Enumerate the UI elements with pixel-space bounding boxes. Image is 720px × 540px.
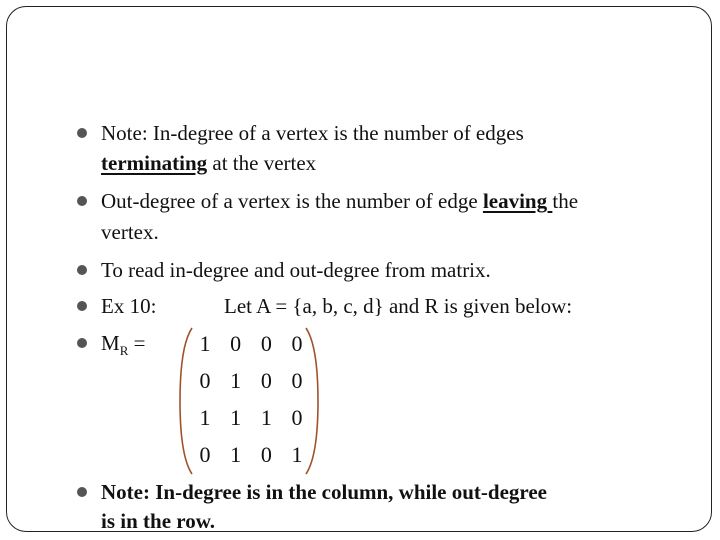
matrix-cell: 0: [291, 331, 303, 356]
matrix-left-bracket: [176, 326, 196, 476]
matrix-cell: 1: [230, 405, 242, 430]
bullet-6-line-2: is in the row.: [101, 509, 215, 533]
underlined-term-terminating: terminating: [101, 151, 208, 175]
matrix-cell: 1: [199, 405, 211, 430]
bullet-dot-3: [77, 265, 87, 275]
matrix-label-sub: R: [119, 343, 129, 358]
bullet-2-pre: Out-degree of a vertex is the number of edge: [101, 189, 483, 213]
bullet-2-post: the: [552, 189, 579, 213]
matrix-cell: 0: [260, 368, 272, 393]
matrix-cell: 0: [260, 442, 272, 467]
matrix-cell: 1: [291, 442, 303, 467]
matrix-cell: 0: [199, 442, 211, 467]
bullet-3-text: To read in-degree and out-degree from matrix.: [101, 258, 491, 282]
bullet-1-line-2-rest: at the vertex: [207, 151, 317, 175]
matrix-cell: 0: [199, 368, 211, 393]
matrix-cell: 0: [291, 405, 303, 430]
matrix-label: [101, 330, 145, 364]
matrix-cell: 1: [199, 331, 211, 356]
bullet-1-line-2: [101, 150, 316, 176]
bullet-4-label: Ex 10:: [101, 294, 157, 318]
bullet-2-line-1: [101, 188, 578, 214]
bullet-1-line-1: Note: In-degree of a vertex is the number of edges: [101, 121, 524, 145]
bullet-dot-2: [77, 196, 87, 206]
matrix-label-eq: =: [128, 331, 146, 355]
bullet-dot-5: [77, 338, 87, 348]
matrix-row-2: [196, 368, 306, 394]
matrix-cell: 0: [291, 368, 303, 393]
bullet-dot-4: [77, 301, 87, 311]
matrix-row-1: [196, 331, 306, 357]
matrix-cell: 0: [260, 331, 272, 356]
underlined-term-leaving: leaving: [482, 189, 553, 213]
matrix-cell: 1: [230, 368, 242, 393]
bullet-4-text: Let A = {a, b, c, d} and R is given below:: [224, 294, 573, 318]
matrix-label-main: M: [101, 331, 120, 355]
matrix-cell: 0: [230, 331, 242, 356]
bullet-dot-6: [77, 487, 87, 497]
matrix-cell: 1: [230, 442, 242, 467]
matrix-row-4: [196, 442, 306, 468]
bullet-2-line-2: vertex.: [101, 220, 159, 244]
bullet-dot-1: [77, 128, 87, 138]
bullet-6-line-1: Note: In-degree is in the column, while out-degree: [101, 480, 548, 504]
matrix-row-3: [196, 405, 306, 431]
matrix-cell: 1: [260, 405, 272, 430]
